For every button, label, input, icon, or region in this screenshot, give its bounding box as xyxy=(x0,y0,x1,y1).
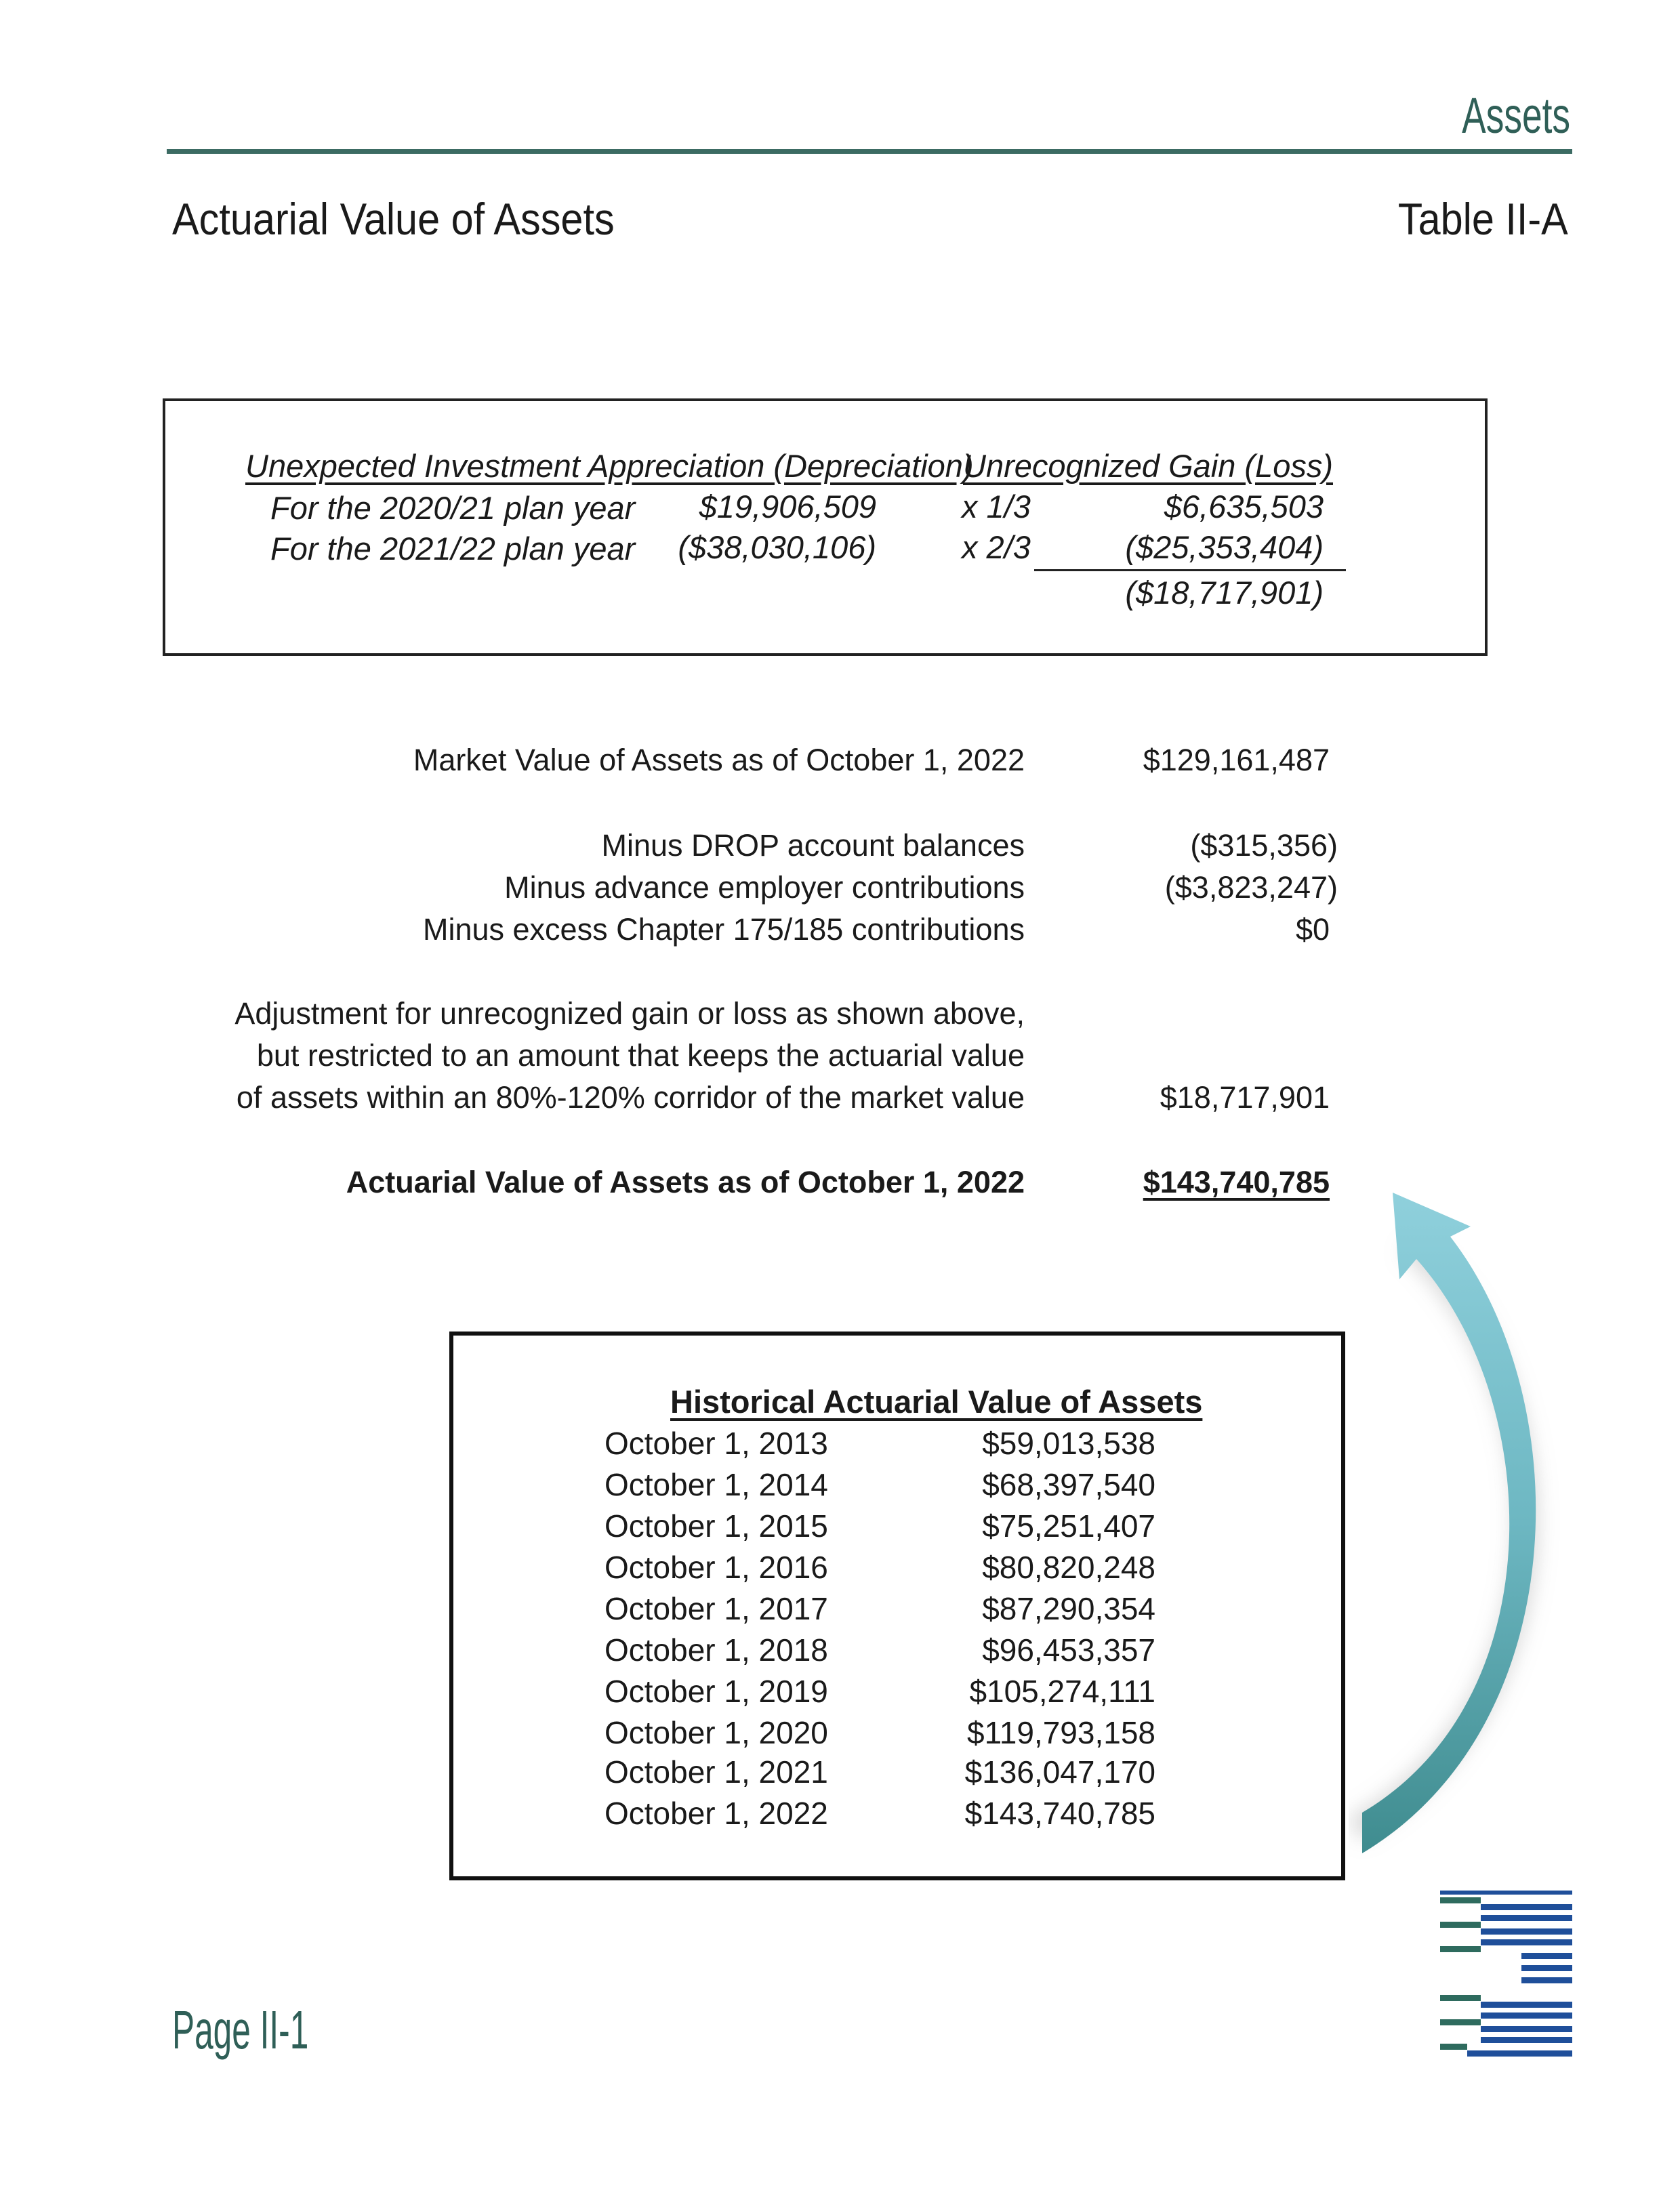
row-result: ($25,353,404) xyxy=(1125,529,1324,565)
advance-amount: ($3,823,247) xyxy=(1164,870,1338,905)
excess-label: Minus excess Chapter 175/185 contributions xyxy=(422,912,1025,947)
history-value: $136,047,170 xyxy=(964,1754,1155,1790)
unrecognized-header: Unrecognized Gain (Loss) xyxy=(963,448,1333,484)
history-date: October 1, 2015 xyxy=(605,1508,828,1544)
table-id: Table II-A xyxy=(1398,194,1568,244)
history-value: $119,793,158 xyxy=(967,1715,1155,1750)
history-value: $80,820,248 xyxy=(982,1550,1155,1585)
historical-values-box xyxy=(449,1332,1345,1880)
page-number: Page II-1 xyxy=(172,2000,309,2060)
history-value: $105,274,111 xyxy=(969,1674,1155,1709)
unrecognized-gain-box xyxy=(163,398,1488,656)
curved-arrow-icon xyxy=(1349,1145,1572,1884)
table-row xyxy=(453,1590,1349,1632)
table-row xyxy=(453,1795,1349,1836)
company-logo xyxy=(1440,1891,1572,2057)
market-value-amount: $129,161,487 xyxy=(1143,743,1330,777)
history-value: $68,397,540 xyxy=(982,1467,1155,1502)
row-factor: x 1/3 xyxy=(962,489,1031,524)
table-row xyxy=(453,1466,1349,1508)
table-row xyxy=(453,1508,1349,1549)
table-row xyxy=(453,1754,1349,1795)
history-date: October 1, 2013 xyxy=(605,1426,828,1461)
page-title: Actuarial Value of Assets xyxy=(172,194,615,244)
row-label: For the 2021/22 plan year xyxy=(270,531,636,566)
historical-title: Historical Actuarial Value of Assets xyxy=(670,1384,1203,1420)
row-result: $6,635,503 xyxy=(1164,489,1324,524)
history-date: October 1, 2017 xyxy=(605,1591,828,1626)
drop-label: Minus DROP account balances xyxy=(601,828,1025,863)
table-row xyxy=(453,1549,1349,1590)
row-amount: $19,906,509 xyxy=(699,489,876,524)
table-row xyxy=(453,1425,1349,1466)
actuarial-value-label: Actuarial Value of Assets as of October 1, 2022 xyxy=(346,1165,1025,1199)
advance-label: Minus advance employer contributions xyxy=(504,870,1025,905)
adjustment-line: Adjustment for unrecognized gain or loss as shown above, xyxy=(234,996,1025,1031)
adjustment-amount: $18,717,901 xyxy=(1160,1080,1330,1115)
history-date: October 1, 2019 xyxy=(605,1674,828,1709)
history-date: October 1, 2014 xyxy=(605,1467,828,1502)
table-row xyxy=(453,1673,1349,1714)
history-value: $75,251,407 xyxy=(982,1508,1155,1544)
row-factor: x 2/3 xyxy=(962,529,1031,565)
total-rule xyxy=(1034,569,1346,571)
history-date: October 1, 2018 xyxy=(605,1632,828,1668)
header-rule xyxy=(167,149,1572,154)
history-date: October 1, 2022 xyxy=(605,1796,828,1831)
history-value: $143,740,785 xyxy=(964,1796,1155,1831)
adjustment-line: of assets within an 80%-120% corridor of the market value xyxy=(236,1080,1025,1115)
history-date: October 1, 2016 xyxy=(605,1550,828,1585)
history-value: $87,290,354 xyxy=(982,1591,1155,1626)
market-value-label: Market Value of Assets as of October 1, 2022 xyxy=(413,743,1025,777)
drop-amount: ($315,356) xyxy=(1190,828,1338,863)
row-amount: ($38,030,106) xyxy=(678,529,876,565)
total-result: ($18,717,901) xyxy=(1125,575,1324,611)
history-date: October 1, 2021 xyxy=(605,1754,828,1790)
table-row xyxy=(453,1632,1349,1673)
adjustment-line: but restricted to an amount that keeps the actuarial value xyxy=(256,1038,1025,1073)
excess-amount: $0 xyxy=(1295,912,1330,947)
row-label: For the 2020/21 plan year xyxy=(270,490,636,526)
history-date: October 1, 2020 xyxy=(605,1715,828,1750)
table-row xyxy=(453,1714,1349,1756)
appreciation-header: Unexpected Investment Appreciation (Depreciation) xyxy=(245,448,974,484)
actuarial-value-amount: $143,740,785 xyxy=(1143,1165,1330,1199)
history-value: $96,453,357 xyxy=(982,1632,1155,1668)
history-value: $59,013,538 xyxy=(982,1426,1155,1461)
section-label: Assets xyxy=(1462,87,1570,144)
